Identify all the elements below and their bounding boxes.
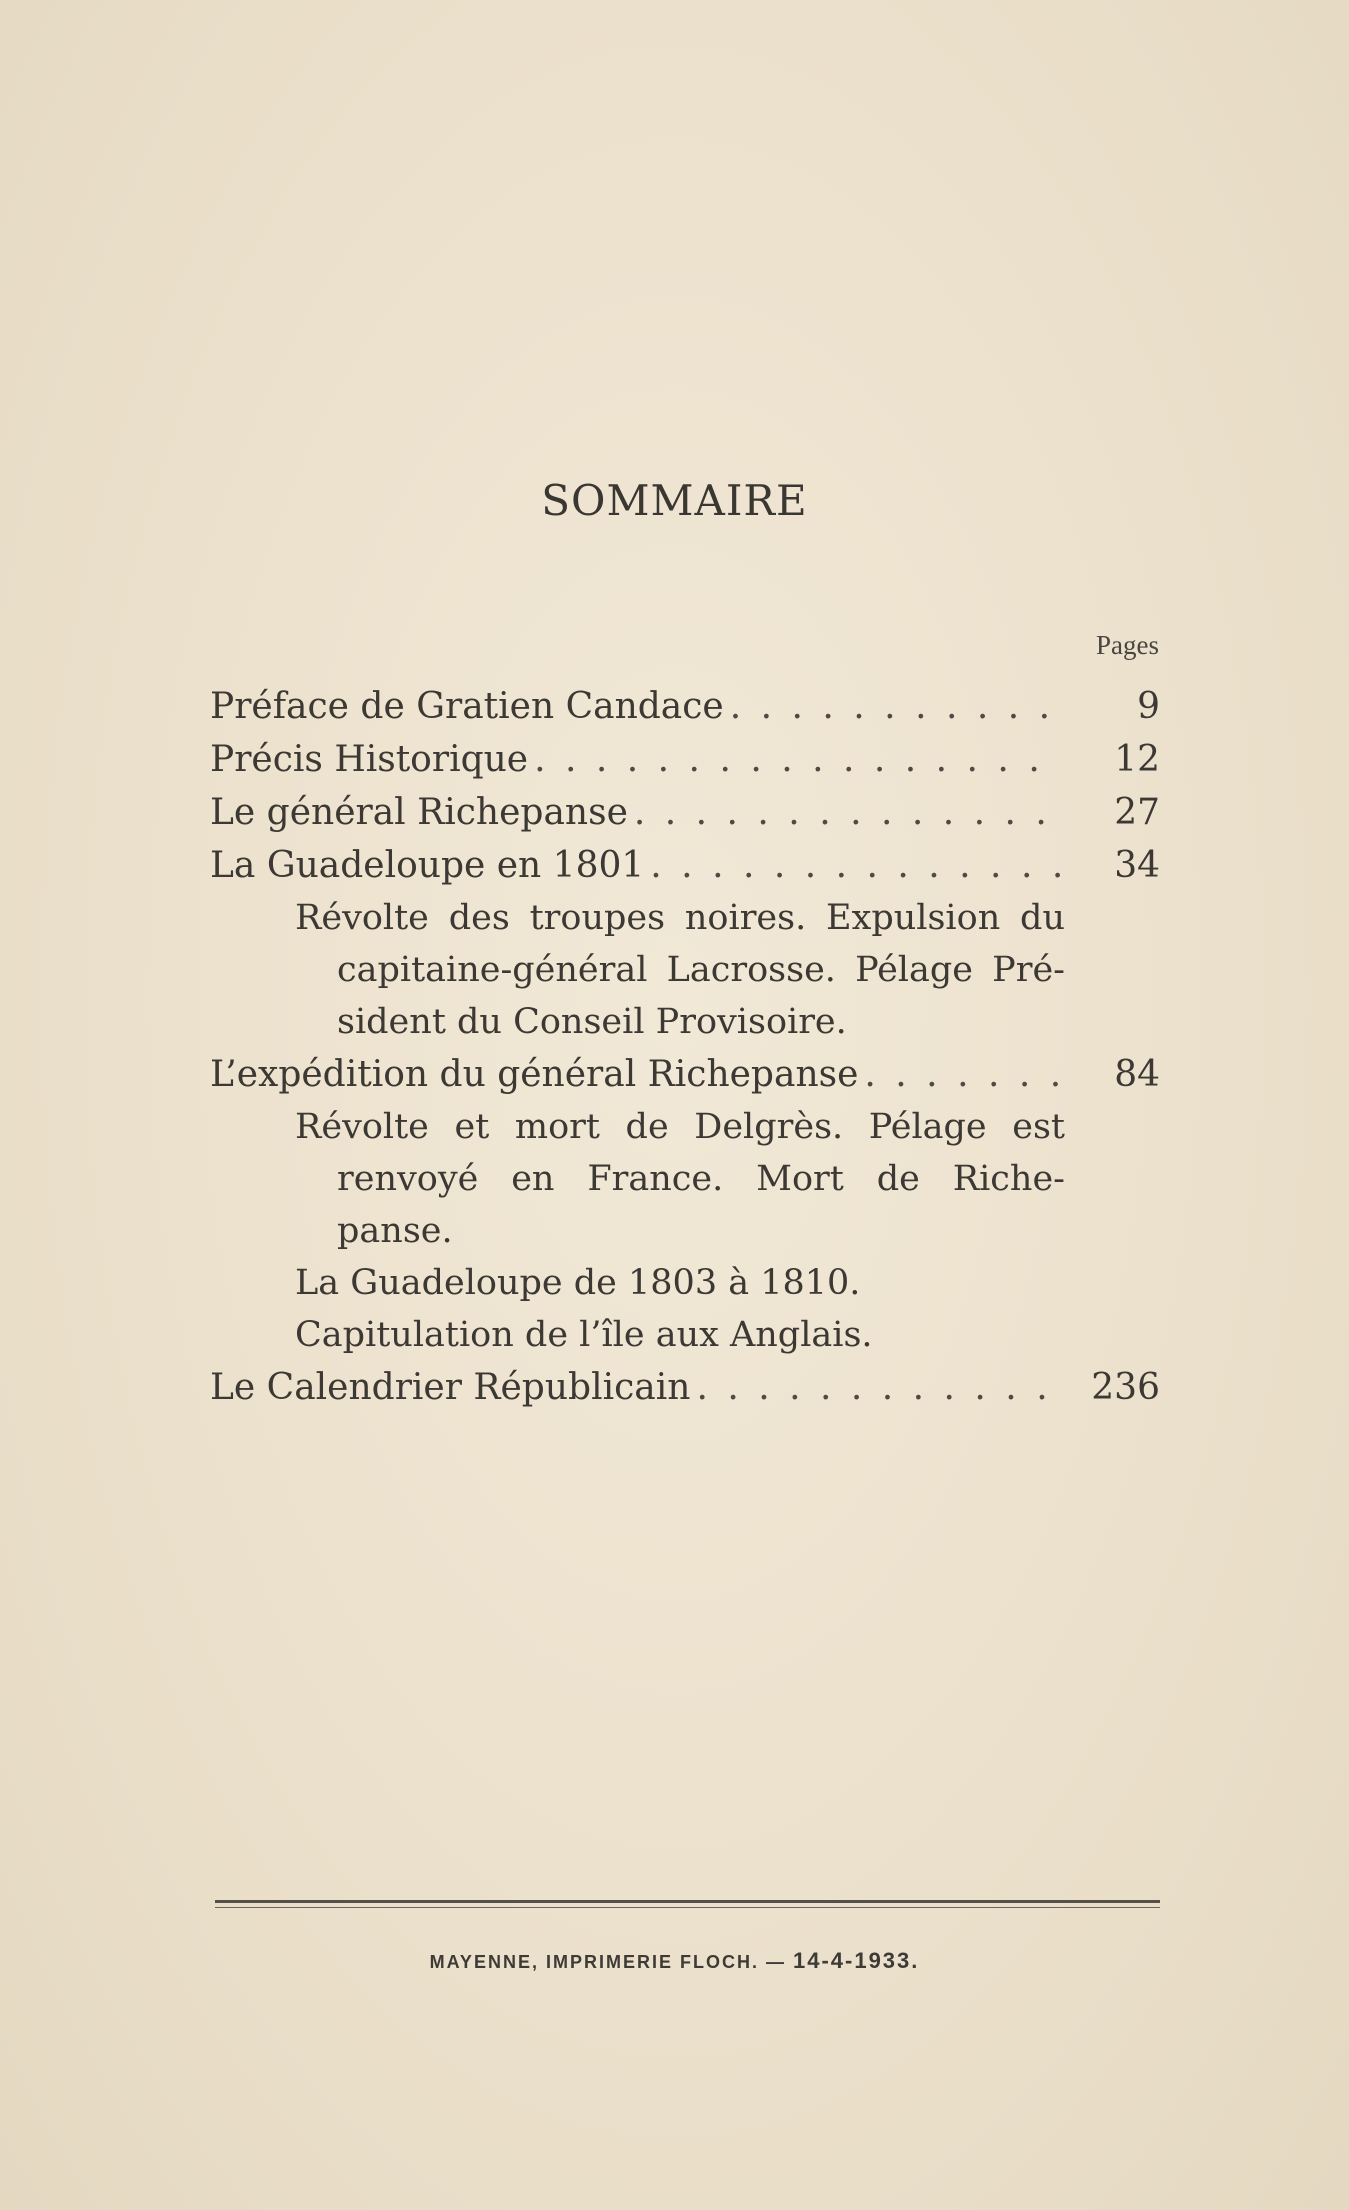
printer-imprint xyxy=(0,1948,1349,1974)
toc-subentry-line: Révolte des troupes noires. Expulsion du xyxy=(295,898,1065,938)
toc-entry-page: 236 xyxy=(1091,1367,1160,1408)
dot-leader xyxy=(644,839,1060,892)
toc-subentry-block xyxy=(295,1101,1065,1361)
dot-leader xyxy=(724,680,1060,733)
toc-entry xyxy=(210,733,1160,786)
toc-entry-title: Précis Historique xyxy=(210,739,529,780)
footer-rule xyxy=(215,1900,1160,1908)
toc-subentry-line: panse. xyxy=(337,1211,453,1251)
rule-thin-line xyxy=(215,1907,1160,1908)
toc-entry-title: La Guadeloupe en 1801 xyxy=(210,845,645,886)
dot-leader xyxy=(628,786,1060,839)
toc-entry-page: 84 xyxy=(1114,1054,1160,1095)
toc-entry-page: 9 xyxy=(1137,686,1160,727)
toc-subentry-block xyxy=(295,892,1065,1048)
toc-entry xyxy=(210,1361,1160,1414)
pages-column-label: Pages xyxy=(1096,630,1159,660)
toc-entry xyxy=(210,1048,1160,1101)
toc-entry xyxy=(210,839,1160,892)
imprint-text: MAYENNE, IMPRIMERIE FLOCH. — xyxy=(429,1952,786,1972)
toc-entry xyxy=(210,786,1160,839)
rule-thick-line xyxy=(215,1900,1160,1903)
toc-entry-title: Le Calendrier Républicain xyxy=(210,1367,691,1408)
toc-subentry-line: La Guadeloupe de 1803 à 1810. xyxy=(295,1263,861,1303)
toc-entry-page: 34 xyxy=(1114,845,1160,886)
page-title: SOMMAIRE xyxy=(541,476,808,525)
toc-entry-page: 27 xyxy=(1114,792,1160,833)
toc-subentry-line: Capitulation de l’île aux Anglais. xyxy=(295,1315,873,1355)
table-of-contents xyxy=(210,680,1160,1414)
toc-subentry-line: capitaine-général Lacrosse. Pélage Pré- xyxy=(337,950,1065,990)
dot-leader xyxy=(858,1048,1060,1101)
dot-leader xyxy=(528,733,1060,786)
toc-entry-title: Préface de Gratien Candace xyxy=(210,686,724,727)
toc-entry-title: Le général Richepanse xyxy=(210,792,628,833)
toc-subentry-line: Révolte et mort de Delgrès. Pélage est xyxy=(295,1107,1065,1147)
toc-entry-title: L’expédition du général Richepanse xyxy=(210,1054,859,1095)
imprint-date: 14-4-1933. xyxy=(792,1948,920,1973)
toc-entry-page: 12 xyxy=(1114,739,1160,780)
toc-entry xyxy=(210,680,1160,733)
toc-subentry-line: sident du Conseil Provisoire. xyxy=(337,1002,847,1042)
toc-subentry-line: renvoyé en France. Mort de Riche- xyxy=(337,1159,1065,1199)
dot-leader xyxy=(690,1361,1060,1414)
